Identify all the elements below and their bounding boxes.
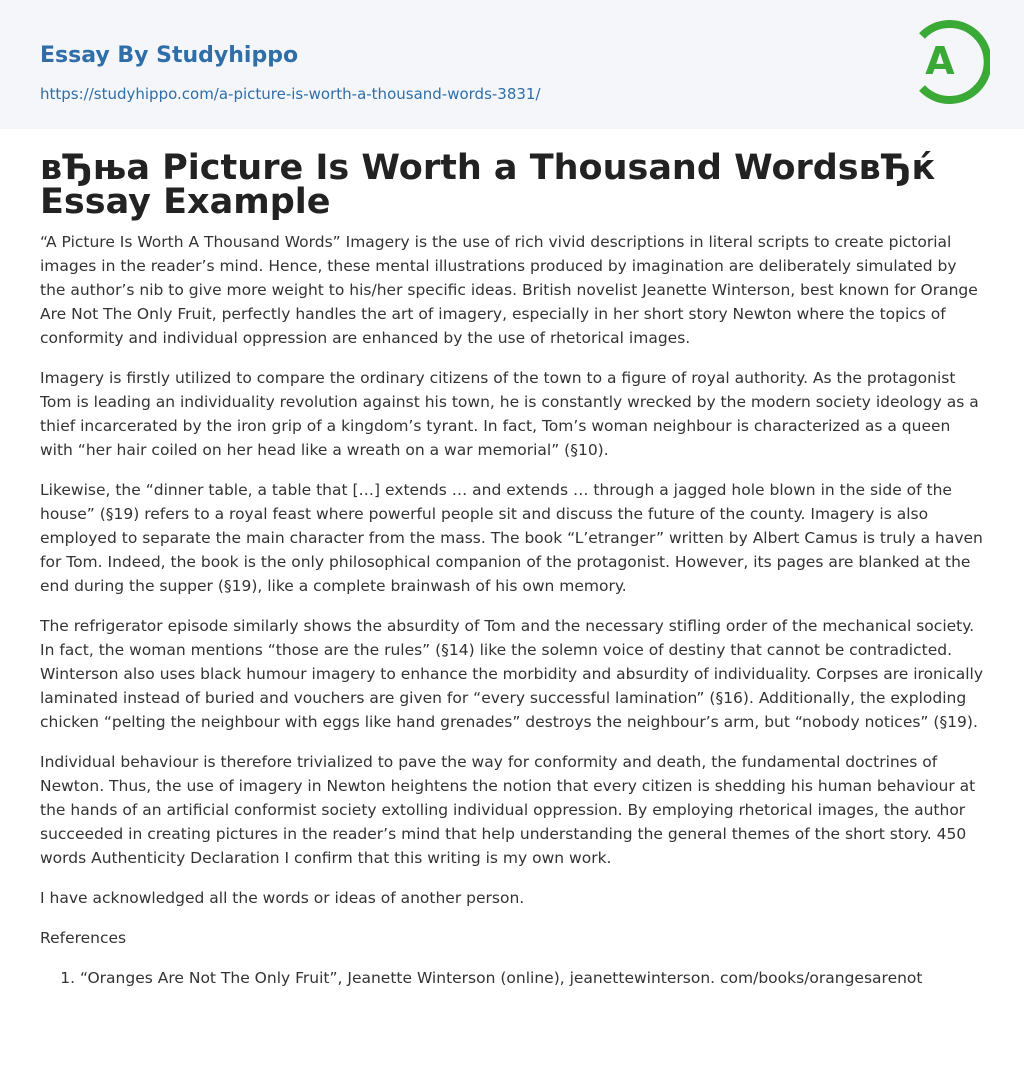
- paragraph: Likewise, the “dinner table, a table that […] extends … and extends … through a jagged hole blown in the side of the house” (§19) refers to a royal feast where powerful people sit and discuss the future of the county. Imagery is also employed to separate the main character from the mass. The book “L’etranger” written by Albert Camus is truly a haven for Tom. Indeed, the book is the only philosophical companion of the protagonist. However, its pages are blanked at the end during the supper (§19), like a complete brainwash of his own memory.: [40, 481, 983, 595]
- site-header: [0, 0, 1024, 129]
- source-url-link[interactable]: https://studyhippo.com/a-picture-is-worth-a-thousand-words-3831/: [40, 85, 541, 103]
- site-brand[interactable]: Essay By Studyhippo: [40, 43, 299, 68]
- svg-text:A: A: [925, 39, 955, 83]
- page-title: вЂњa Picture Is Worth a Thousand WordsвЂќ Essay Example: [40, 148, 936, 222]
- paragraph: Individual behaviour is therefore trivialized to pave the way for conformity and death, the fundamental doctrines of Newton. Thus, the use of imagery in Newton heightens the notion that every citizen is shedding his human behaviour at the hands of an artificial conformist society extolling individual oppression. By employing rhetorical images, the author succeeded in creating pictures in the reader’s mind that help understanding the general themes of the short story. 450 words Authenticity Declaration I confirm that this writing is my own work.: [40, 753, 976, 867]
- reference-item: 1. “Oranges Are Not The Only Fruit”, Jeanette Winterson (online), jeanettewinterson. com/books/orangesarenot: [80, 966, 984, 990]
- paragraph: The refrigerator episode similarly shows the absurdity of Tom and the necessary stifling order of the mechanical society. In fact, the woman mentions “those are the rules” (§14) like the solemn voice of destiny that cannot be contradicted. Winterson also uses black humour imagery to enhance the morbidity and absurdity of individuality. Corpses are ironically laminated instead of buried and vouchers are given for “every successful lamination” (§16). Additionally, the exploding chicken “pelting the neighbour with eggs like hand grenades” destroys the neighbour’s arm, but “nobody notices” (§19).: [40, 617, 983, 731]
- references-list: [40, 966, 984, 990]
- references-heading: References: [40, 929, 127, 947]
- paragraph: “A Picture Is Worth A Thousand Words” Imagery is the use of rich vivid descriptions in literal scripts to create pictorial images in the reader’s mind. Hence, these mental illustrations produced by imagination are deliberately simulated by the author’s nib to give more weight to his/her specific ideas. British novelist Jeanette Winterson, best known for Orange Are Not The Only Fruit, perfectly handles the art of imagery, especially in her short story Newton where the topics of conformity and individual oppression are enhanced by the use of rhetorical images.: [40, 233, 978, 347]
- paragraph: Imagery is firstly utilized to compare the ordinary citizens of the town to a figure of royal authority. As the protagonist Tom is leading an individuality revolution against his town, he is constantly wrecked by the modern society ideology as a thief incarcerated by the iron grip of a kingdom’s tyrant. In fact, Tom’s woman neighbour is characterized as a queen with “her hair coiled on her head like a wreath on a war memorial” (§10).: [40, 369, 979, 459]
- article-content: [0, 129, 1024, 990]
- paragraph: I have acknowledged all the words or ideas of another person.: [40, 889, 525, 907]
- studyhippo-logo-icon[interactable]: [904, 18, 990, 106]
